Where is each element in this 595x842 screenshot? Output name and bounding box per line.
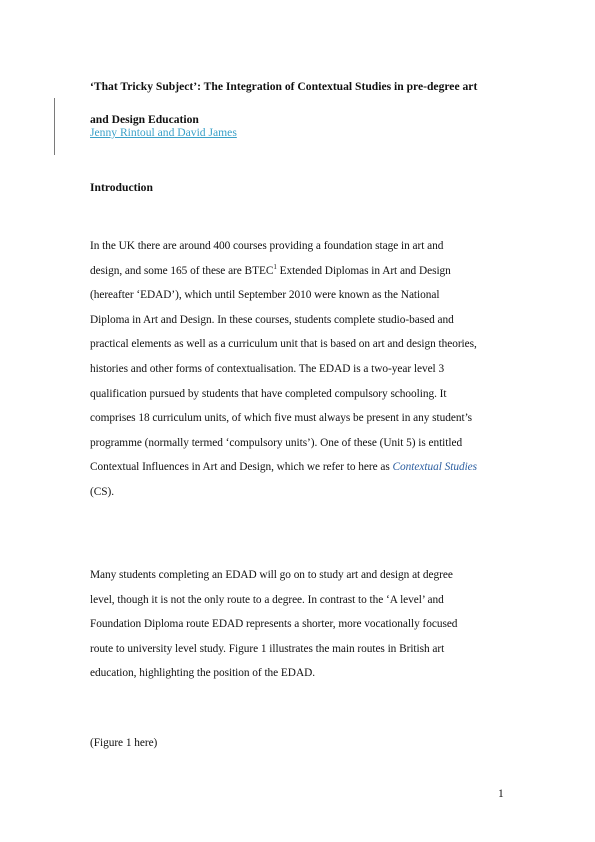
paragraph-1-line-text: design, and some 165 of these are BTEC — [90, 264, 274, 277]
paragraph-1-line: practical elements as well as a curriculum unit that is based on art and design theories, — [90, 338, 477, 351]
title-line-2: and Design Education — [90, 113, 199, 126]
figure-placeholder: (Figure 1 here) — [90, 737, 158, 749]
paragraph-1-line: Diploma in Art and Design. In these courses, students complete studio-based and — [90, 313, 454, 326]
paragraph-1-line: qualification pursued by students that have completed compulsory schooling. It — [90, 387, 447, 400]
paragraph-2-line: Many students completing an EDAD will go on to study art and design at degree — [90, 569, 453, 581]
title-line-1: ‘That Tricky Subject’: The Integration of Contextual Studies in pre-degree art — [90, 80, 478, 93]
paragraph-2-line: Foundation Diploma route EDAD represents a shorter, more vocationally focused — [90, 618, 458, 631]
paragraph-1 — [90, 234, 522, 505]
author-link[interactable]: Jenny Rintoul and David James — [90, 126, 237, 139]
paragraph-1-line: (CS). — [90, 485, 115, 498]
footnote-marker[interactable]: 1 — [273, 262, 277, 271]
paragraph-1-line: In the UK there are around 400 courses providing a foundation stage in art and — [90, 240, 444, 252]
paragraph-2-line: level, though it is not the only route to a degree. In contrast to the ‘A level’ and — [90, 593, 444, 606]
paragraph-1-line: histories and other forms of contextualisation. The EDAD is a two-year level 3 — [90, 362, 445, 375]
paragraph-1-line: programme (normally termed ‘compulsory units’). One of these (Unit 5) is entitled — [90, 436, 463, 449]
paragraph-2 — [90, 563, 522, 686]
page-number: 1 — [498, 788, 504, 800]
revision-margin-bar — [54, 98, 55, 155]
paragraph-1-line: comprises 18 curriculum units, of which five must always be present in any student’s — [90, 412, 473, 425]
section-heading-introduction: Introduction — [90, 181, 153, 194]
paragraph-2-line: route to university level study. Figure 1 illustrates the main routes in British art — [90, 642, 445, 655]
paragraph-2-line: education, highlighting the position of the EDAD. — [90, 667, 316, 680]
paragraph-1-line-text: Extended Diplomas in Art and Design — [276, 264, 451, 277]
paragraph-1-line — [90, 455, 522, 480]
paragraph-1-line: (hereafter ‘EDAD’), which until September 2010 were known as the National — [90, 289, 440, 302]
paragraph-1-line-text: Contextual Influences in Art and Design, which we refer to here as — [90, 461, 393, 474]
contextual-studies-term: Contextual Studies — [392, 461, 478, 474]
paragraph-1-line — [90, 259, 522, 284]
